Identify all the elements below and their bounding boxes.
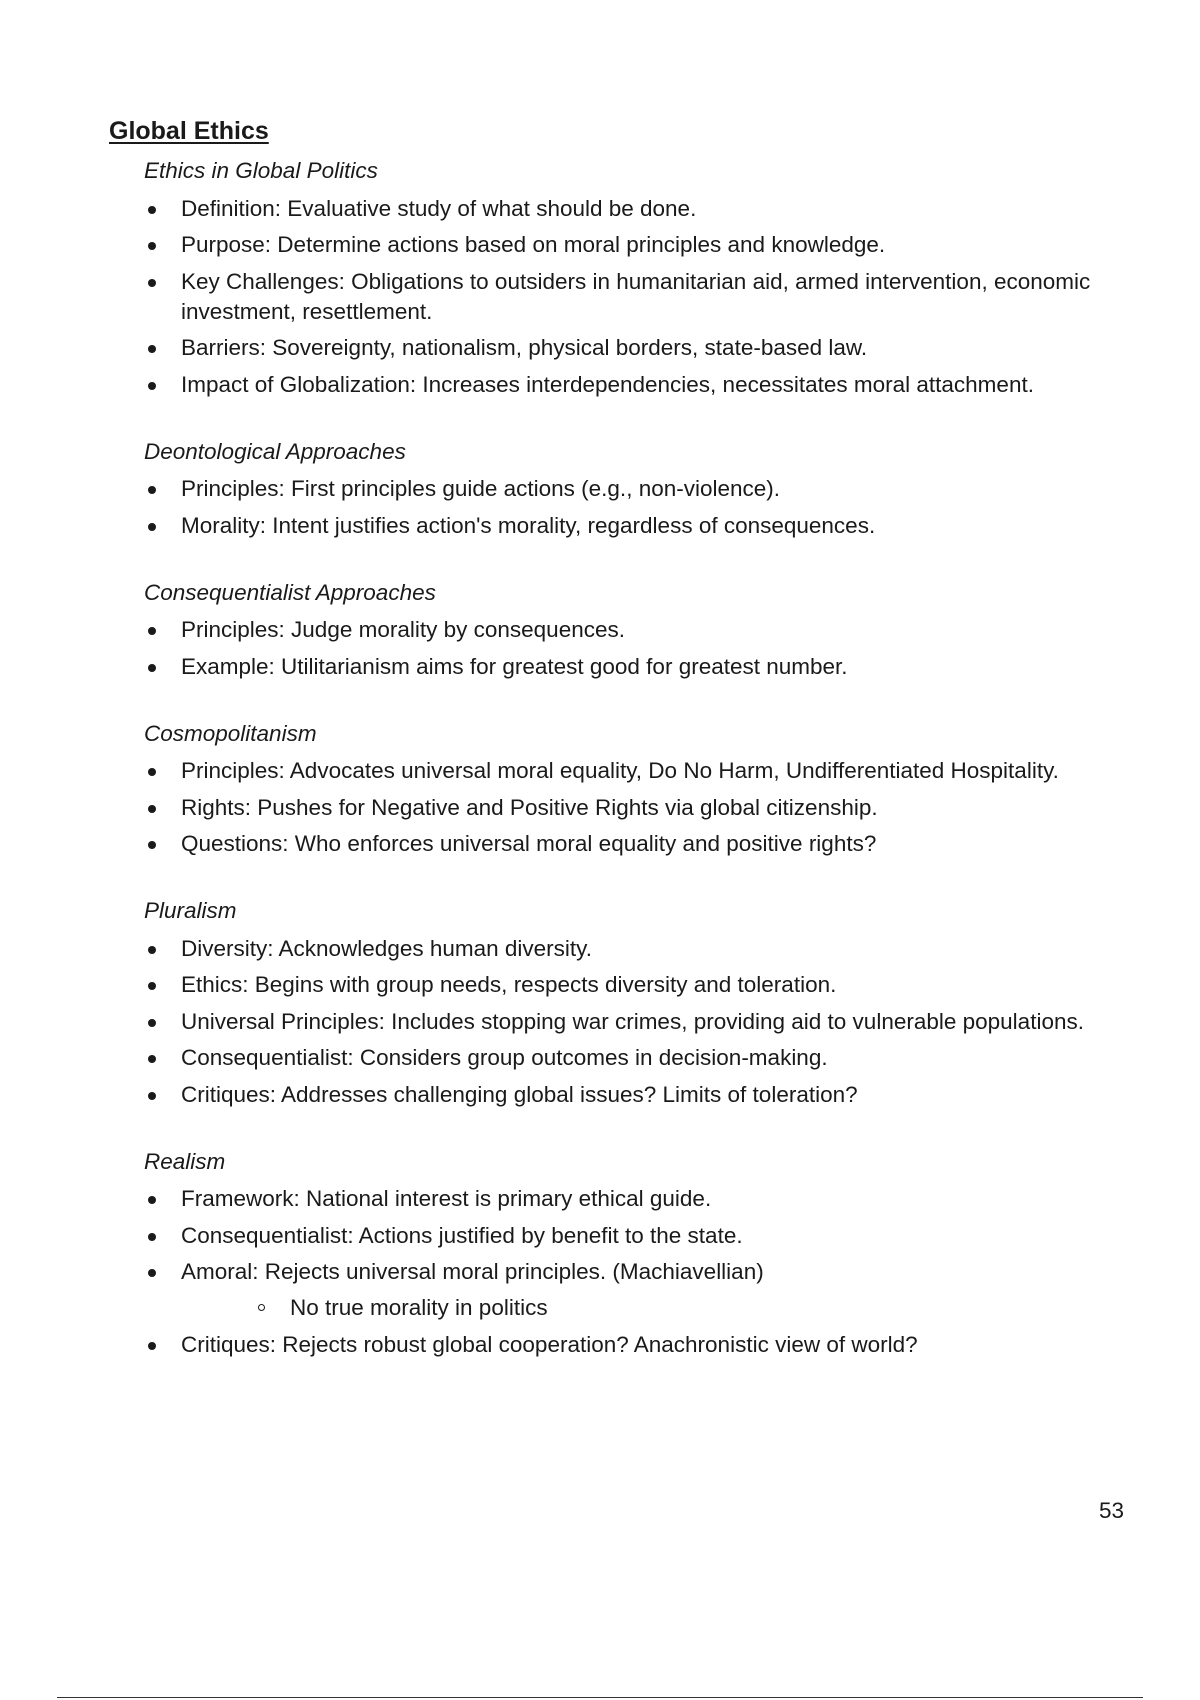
bullet-icon <box>148 345 156 353</box>
bullet-item <box>144 1221 1134 1251</box>
bullet-icon <box>148 1196 156 1204</box>
bullet-list <box>144 756 1134 859</box>
section-heading: Cosmopolitanism <box>144 720 317 746</box>
bullet-list <box>144 615 1134 682</box>
bullet-item <box>144 1330 1134 1360</box>
bullet-icon <box>148 1019 156 1027</box>
bullet-text: Diversity: Acknowledges human diversity. <box>181 935 592 961</box>
bullet-text: Ethics: Begins with group needs, respects diversity and toleration. <box>181 972 837 997</box>
section-heading: Realism <box>144 1148 226 1174</box>
bullet-item <box>144 1080 1134 1110</box>
bullet-text: Amoral: Rejects universal moral principles. (Machiavellian) <box>181 1259 764 1284</box>
bullet-item <box>144 793 1134 823</box>
bullet-item <box>144 756 1134 786</box>
bullet-text: Key Challenges: Obligations to outsiders in humanitarian aid, armed intervention, economic investment, resettlement. <box>181 268 1091 324</box>
bullet-item <box>144 333 1134 363</box>
bullet-text: Principles: First principles guide actions (e.g., non-violence). <box>181 476 781 501</box>
section-heading: Pluralism <box>144 898 237 923</box>
bottom-divider <box>57 1697 1143 1698</box>
hollow-bullet-icon <box>258 1304 265 1311</box>
bullet-icon <box>148 805 156 813</box>
bullet-text: Definition: Evaluative study of what should be done. <box>181 195 697 221</box>
bullet-icon <box>148 841 156 849</box>
bullet-item <box>144 970 1134 1000</box>
bullet-text: Impact of Globalization: Increases interdependencies, necessitates moral attachment. <box>181 371 1034 397</box>
bullet-item <box>144 1257 1134 1323</box>
bullet-text: Barriers: Sovereignty, nationalism, physical borders, state-based law. <box>181 335 868 360</box>
bullet-item <box>144 1043 1134 1073</box>
section-heading: Deontological Approaches <box>144 438 406 464</box>
bullet-icon <box>148 1342 156 1350</box>
bullet-list <box>144 1184 1134 1360</box>
bullet-icon <box>148 1269 156 1277</box>
bullet-icon <box>148 768 156 776</box>
bullet-icon <box>148 627 156 635</box>
page-title: Global Ethics <box>109 117 269 145</box>
section <box>144 436 1134 541</box>
section <box>144 895 1134 1110</box>
bullet-icon <box>148 242 156 250</box>
sub-bullet-item <box>181 1293 1134 1323</box>
bullet-list <box>144 194 1134 400</box>
bullet-icon <box>148 486 156 494</box>
bullet-text: Rights: Pushes for Negative and Positive Rights via global citizenship. <box>181 794 878 820</box>
bullet-item <box>144 934 1134 964</box>
bullet-list <box>144 934 1134 1110</box>
section <box>144 1146 1134 1360</box>
bullet-text: Morality: Intent justifies action's morality, regardless of consequences. <box>181 512 876 538</box>
section <box>144 577 1134 682</box>
bullet-item <box>144 267 1134 327</box>
bullet-text: Questions: Who enforces universal moral equality and positive rights? <box>181 831 877 856</box>
bullet-icon <box>148 523 156 531</box>
bullet-icon <box>148 982 156 990</box>
bullet-icon <box>148 946 156 954</box>
section-heading: Consequentialist Approaches <box>144 579 436 605</box>
bullet-item <box>144 615 1134 645</box>
bullet-text: Critiques: Addresses challenging global issues? Limits of toleration? <box>181 1081 858 1107</box>
bullet-text: Example: Utilitarianism aims for greatest good for greatest number. <box>181 653 848 679</box>
bullet-item <box>144 194 1134 224</box>
page-number: 53 <box>1098 1498 1124 1523</box>
sub-bullet-list <box>181 1293 1134 1323</box>
bullet-item <box>144 370 1134 400</box>
bullet-icon <box>148 206 156 214</box>
bullet-icon <box>148 279 156 287</box>
bullet-item <box>144 652 1134 682</box>
bullet-item <box>144 230 1134 260</box>
bullet-text: Principles: Judge morality by consequences. <box>181 617 625 642</box>
bullet-item <box>144 1184 1134 1214</box>
section-heading: Ethics in Global Politics <box>144 158 378 183</box>
bullet-text: Purpose: Determine actions based on moral principles and knowledge. <box>181 232 886 257</box>
section <box>144 718 1134 860</box>
bullet-list <box>144 474 1134 541</box>
bullet-item <box>144 511 1134 541</box>
bullet-text: Critiques: Rejects robust global cooperation? Anachronistic view of world? <box>181 1331 918 1357</box>
bullet-item <box>144 474 1134 504</box>
bullet-icon <box>148 1055 156 1063</box>
bullet-text: Consequentialist: Considers group outcomes in decision-making. <box>181 1045 828 1070</box>
bullet-item <box>144 829 1134 859</box>
bullet-icon <box>148 1233 156 1241</box>
sub-bullet-text: No true morality in politics <box>290 1295 548 1320</box>
notes-content <box>144 155 1134 1360</box>
section <box>144 155 1134 400</box>
bullet-text: Universal Principles: Includes stopping war crimes, providing aid to vulnerable populations. <box>181 1008 1084 1034</box>
bullet-icon <box>148 664 156 672</box>
bullet-text: Consequentialist: Actions justified by benefit to the state. <box>181 1222 743 1248</box>
bullet-text: Framework: National interest is primary ethical guide. <box>181 1186 712 1211</box>
bullet-icon <box>148 1092 156 1100</box>
bullet-item <box>144 1007 1134 1037</box>
bullet-text: Principles: Advocates universal moral equality, Do No Harm, Undifferentiated Hospitality. <box>181 758 1059 783</box>
bullet-icon <box>148 382 156 390</box>
